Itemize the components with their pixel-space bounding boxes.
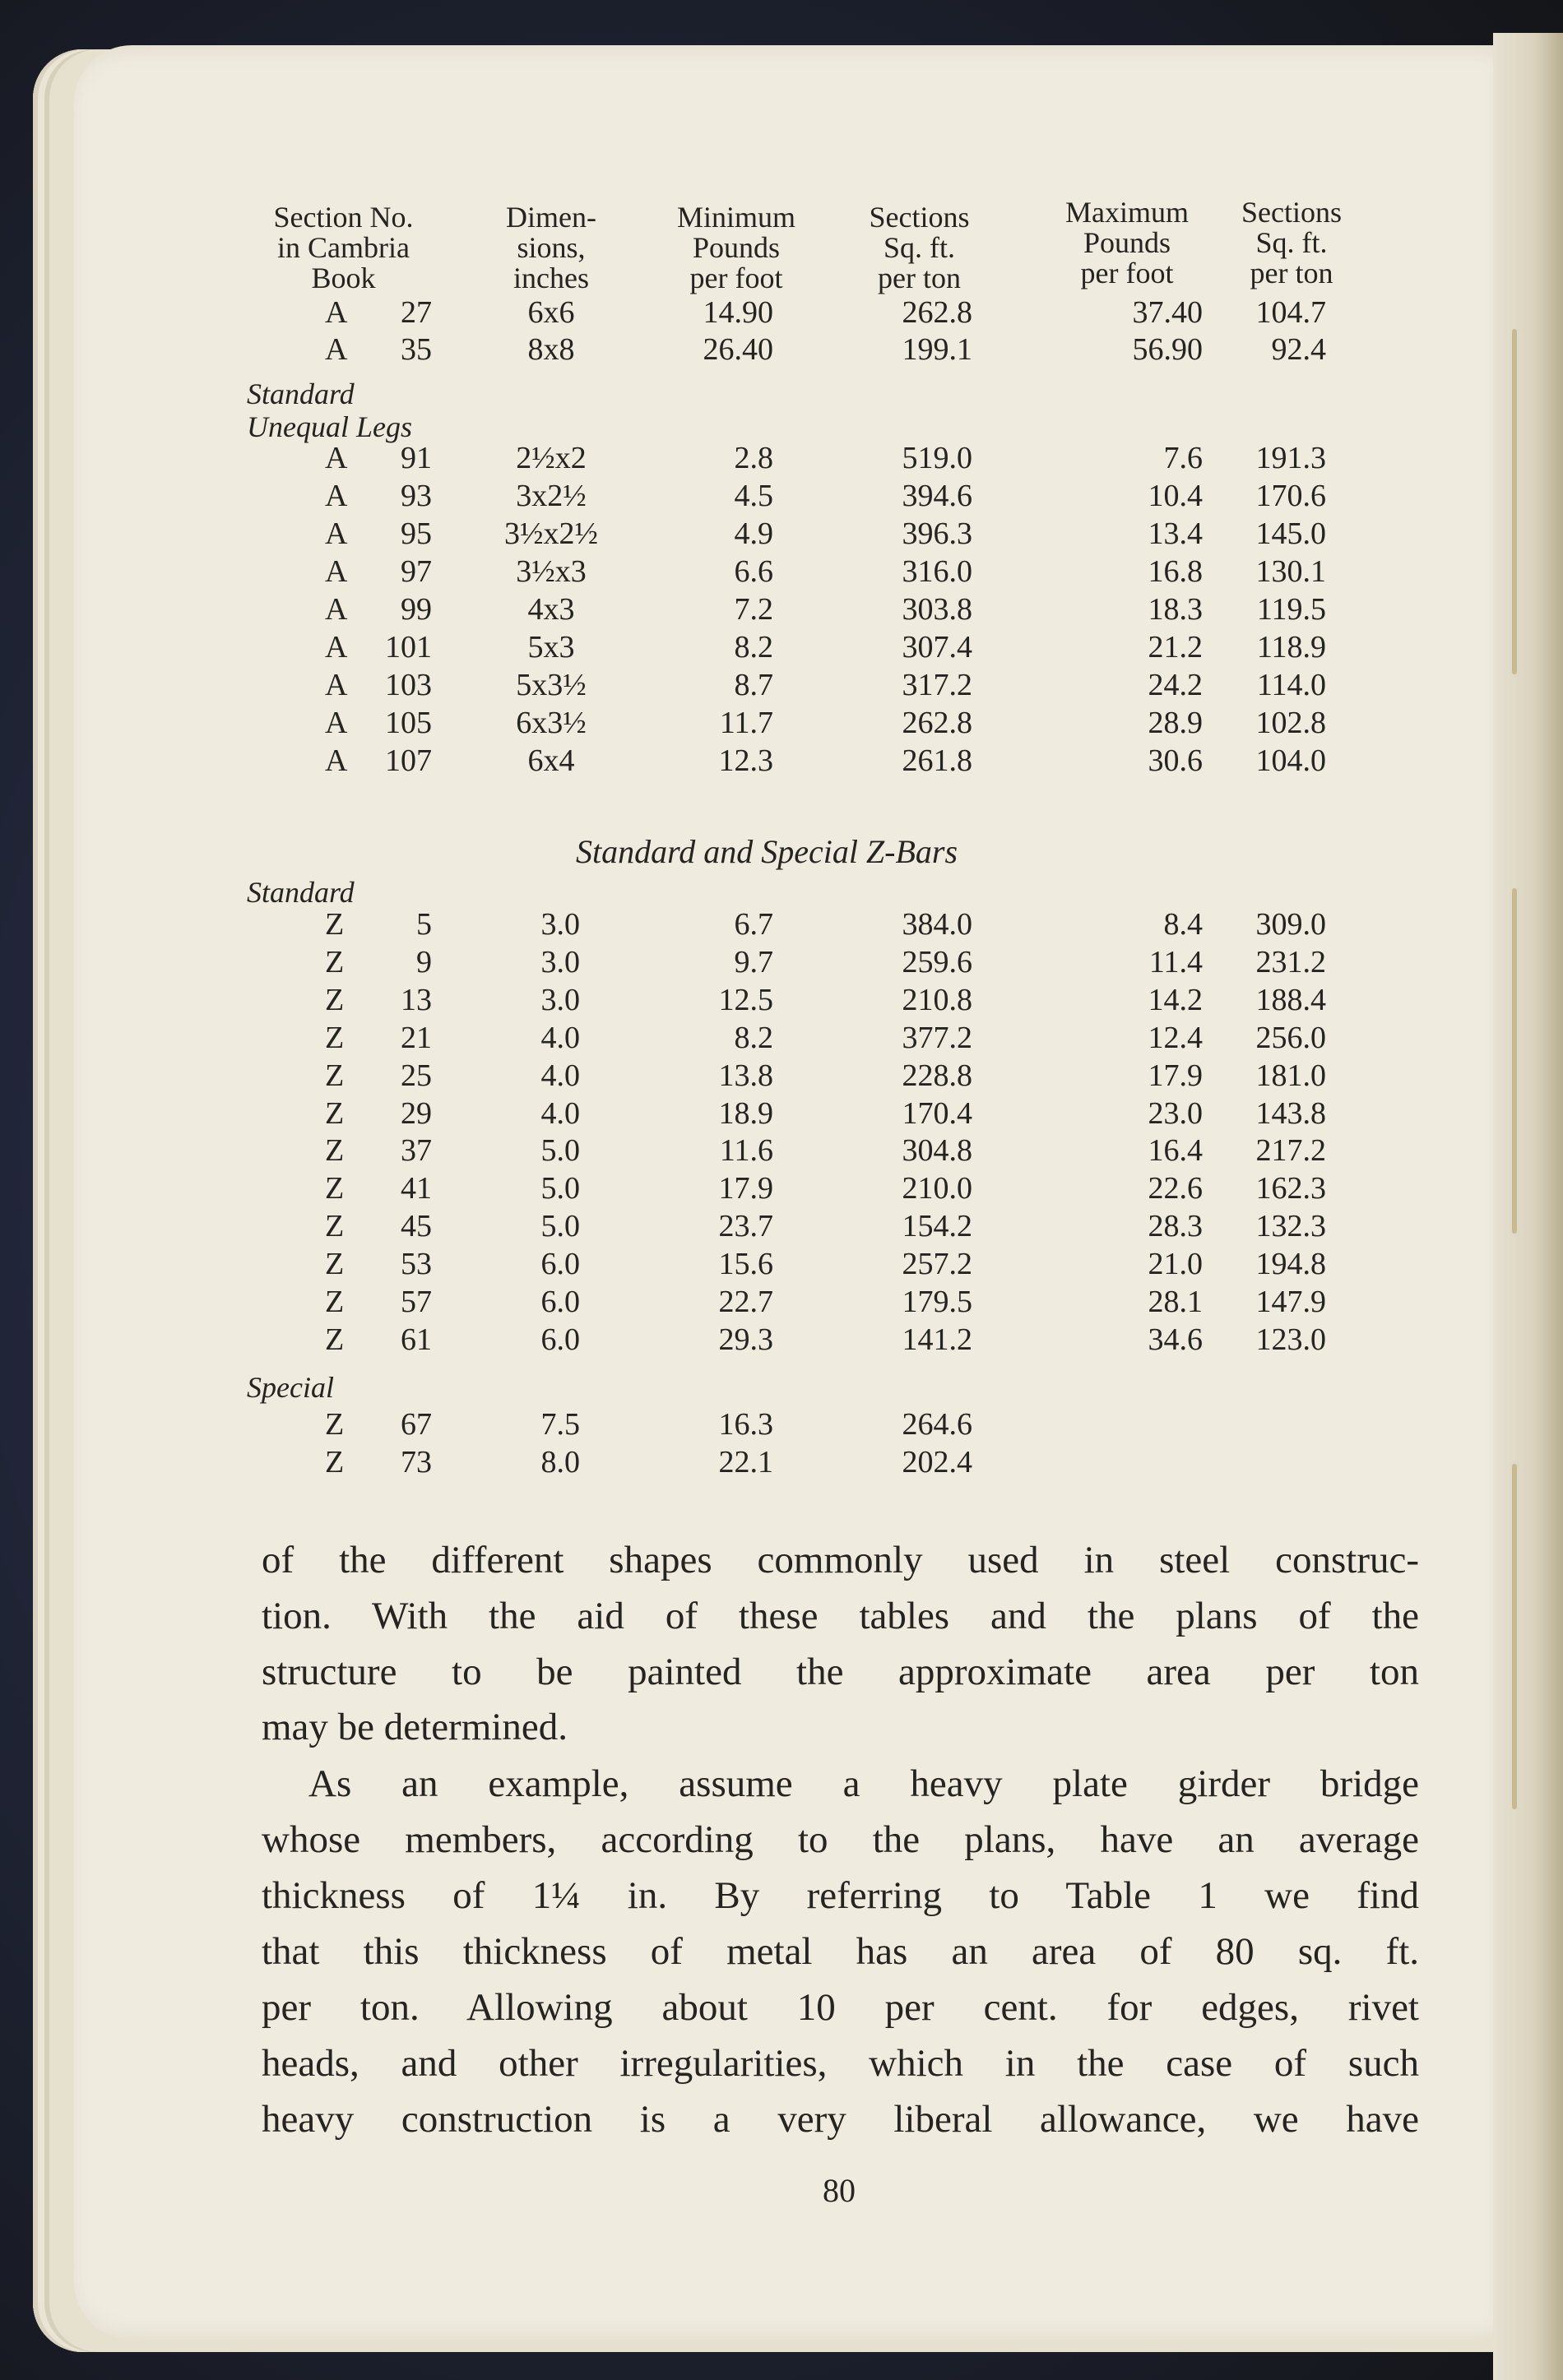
- section-prefix: Z: [325, 1445, 345, 1479]
- min-sections-cell: 394.6: [902, 479, 972, 513]
- max-pounds-cell: 28.9: [1148, 706, 1203, 740]
- dimensions-cell: 6.0: [540, 1285, 580, 1319]
- section-number: 5: [416, 907, 432, 942]
- max-pounds-cell: 21.0: [1148, 1247, 1203, 1282]
- section-prefix: Z: [325, 1171, 345, 1206]
- max-pounds-cell: 8.4: [1163, 907, 1203, 942]
- min-pounds-cell: 12.5: [718, 982, 773, 1017]
- min-sections-cell: 519.0: [902, 441, 972, 475]
- max-sections-cell: 194.8: [1255, 1247, 1326, 1282]
- paragraph-line: structure to be painted the approximate area per ton: [262, 1651, 1419, 1693]
- section-prefix: Z: [325, 1095, 345, 1131]
- min-sections-cell: 264.6: [902, 1407, 972, 1442]
- section-prefix: A: [325, 706, 348, 740]
- min-sections-cell: 179.5: [902, 1285, 972, 1319]
- max-sections-cell: 130.1: [1255, 554, 1326, 589]
- min-pounds-cell: 4.9: [734, 516, 773, 551]
- min-sections-cell: 259.6: [902, 944, 972, 979]
- section-number: 91: [401, 441, 432, 475]
- dimensions-cell: 4.0: [540, 1020, 580, 1055]
- section-prefix: Z: [325, 1209, 345, 1244]
- section-prefix: A: [325, 743, 348, 778]
- section-number: 35: [401, 332, 432, 367]
- max-pounds-cell: 12.4: [1148, 1020, 1203, 1055]
- binding-thread: [1512, 329, 1517, 674]
- min-sections-cell: 262.8: [902, 706, 972, 740]
- section-prefix: Z: [325, 1247, 345, 1282]
- min-pounds-cell: 14.90: [703, 295, 773, 330]
- max-sections-cell: 104.7: [1255, 295, 1326, 330]
- max-pounds-cell: 37.40: [1132, 295, 1203, 330]
- min-sections-cell: 199.1: [902, 332, 972, 367]
- min-pounds-cell: 9.7: [734, 944, 773, 979]
- group-label-standard: Standard: [247, 377, 355, 410]
- section-number: 53: [401, 1247, 432, 1282]
- min-pounds-cell: 22.7: [718, 1285, 773, 1319]
- section-number: 57: [401, 1285, 432, 1319]
- section-prefix: A: [325, 516, 348, 551]
- min-sections-cell: 396.3: [902, 516, 972, 551]
- max-sections-cell: 123.0: [1255, 1322, 1326, 1357]
- section-number: 9: [416, 944, 432, 979]
- max-sections-cell: 188.4: [1255, 982, 1326, 1017]
- section-prefix: A: [325, 441, 348, 475]
- min-sections-cell: 170.4: [902, 1095, 972, 1131]
- min-pounds-cell: 22.1: [718, 1445, 773, 1479]
- paragraph-line: whose members, according to the plans, have an average: [262, 1818, 1419, 1861]
- group-label-unequal-legs: Unequal Legs: [247, 410, 412, 443]
- min-sections-cell: 202.4: [902, 1445, 972, 1479]
- min-pounds-cell: 23.7: [718, 1209, 773, 1244]
- dimensions-cell: 4.0: [540, 1095, 580, 1131]
- min-pounds-cell: 4.5: [734, 479, 773, 513]
- page-number: 80: [823, 2172, 856, 2209]
- paragraph-line: heads, and other irregularities, which in the case of such: [262, 2042, 1419, 2085]
- max-pounds-cell: 7.6: [1163, 441, 1203, 475]
- paragraph-line: heavy construction is a very liberal allowance, we have: [262, 2098, 1419, 2141]
- section-number: 13: [401, 982, 432, 1017]
- dimensions-cell: 6.0: [540, 1322, 580, 1357]
- section-prefix: Z: [325, 1133, 345, 1169]
- group-label-standard-z: Standard: [247, 876, 355, 909]
- paragraph-line: per ton. Allowing about 10 per cent. for edges, rivet: [262, 1986, 1419, 2029]
- dimensions-cell: 3½x3: [516, 554, 587, 589]
- max-sections-cell: 104.0: [1255, 743, 1326, 778]
- max-sections-cell: 114.0: [1256, 668, 1326, 702]
- min-pounds-cell: 6.7: [734, 907, 773, 942]
- dimensions-cell: 4.0: [540, 1058, 580, 1093]
- max-sections-cell: 191.3: [1255, 441, 1326, 475]
- dimensions-cell: 5.0: [540, 1133, 580, 1169]
- section-number: 99: [401, 592, 432, 627]
- section-prefix: A: [325, 554, 348, 589]
- section-prefix: Z: [325, 982, 345, 1017]
- min-pounds-cell: 7.2: [734, 592, 773, 627]
- min-sections-cell: 307.4: [902, 630, 972, 664]
- min-pounds-cell: 29.3: [718, 1322, 773, 1357]
- min-pounds-cell: 8.7: [734, 668, 773, 702]
- section-prefix: A: [325, 630, 348, 664]
- max-pounds-cell: 13.4: [1148, 516, 1203, 551]
- max-pounds-cell: 16.8: [1148, 554, 1203, 589]
- section-prefix: A: [325, 295, 348, 330]
- column-header: Minimum Pounds per foot: [676, 201, 796, 294]
- dimensions-cell: 8.0: [540, 1445, 580, 1479]
- paragraph-line: that this thickness of metal has an area of 80 sq. ft.: [262, 1930, 1419, 1973]
- paragraph-line: may be determined.: [262, 1706, 568, 1748]
- binding-gutter: [1493, 33, 1563, 2380]
- min-sections-cell: 261.8: [902, 743, 972, 778]
- section-prefix: Z: [325, 907, 345, 942]
- max-sections-cell: 217.2: [1255, 1133, 1326, 1169]
- section-number: 103: [385, 668, 432, 702]
- dimensions-cell: 5.0: [540, 1209, 580, 1244]
- min-sections-cell: 316.0: [902, 554, 972, 589]
- max-pounds-cell: 28.1: [1148, 1285, 1203, 1319]
- section-number: 101: [385, 630, 432, 664]
- binding-thread: [1512, 1464, 1517, 1809]
- max-sections-cell: 256.0: [1255, 1020, 1326, 1055]
- max-pounds-cell: 10.4: [1148, 479, 1203, 513]
- max-sections-cell: 92.4: [1271, 332, 1326, 367]
- paragraph-line: tion. With the aid of these tables and the plans of the: [262, 1595, 1419, 1637]
- zbars-title: Standard and Special Z-Bars: [576, 833, 958, 870]
- max-sections-cell: 119.5: [1256, 592, 1326, 627]
- section-prefix: Z: [325, 944, 345, 979]
- column-header: Sections Sq. ft. per ton: [869, 201, 970, 294]
- column-header: Sections Sq. ft. per ton: [1241, 196, 1342, 289]
- section-prefix: A: [325, 479, 348, 513]
- max-pounds-cell: 22.6: [1148, 1171, 1203, 1206]
- min-pounds-cell: 16.3: [718, 1407, 773, 1442]
- section-number: 29: [401, 1095, 432, 1131]
- max-sections-cell: 170.6: [1255, 479, 1326, 513]
- max-pounds-cell: 14.2: [1148, 982, 1203, 1017]
- min-sections-cell: 154.2: [902, 1209, 972, 1244]
- min-pounds-cell: 13.8: [718, 1058, 773, 1093]
- section-number: 95: [401, 516, 432, 551]
- dimensions-cell: 3.0: [540, 944, 580, 979]
- min-sections-cell: 304.8: [902, 1133, 972, 1169]
- dimensions-cell: 2½x2: [516, 441, 587, 475]
- section-prefix: Z: [325, 1407, 345, 1442]
- max-pounds-cell: 34.6: [1148, 1322, 1203, 1357]
- column-header: Maximum Pounds per foot: [1065, 196, 1189, 289]
- max-pounds-cell: 30.6: [1148, 743, 1203, 778]
- max-sections-cell: 181.0: [1255, 1058, 1326, 1093]
- section-number: 73: [401, 1445, 432, 1479]
- section-prefix: A: [325, 592, 348, 627]
- dimensions-cell: 7.5: [540, 1407, 580, 1442]
- section-number: 67: [401, 1407, 432, 1442]
- section-number: 107: [385, 743, 432, 778]
- dimensions-cell: 5x3: [527, 630, 575, 664]
- dimensions-cell: 3x2½: [516, 479, 587, 513]
- min-sections-cell: 257.2: [902, 1247, 972, 1282]
- min-sections-cell: 377.2: [902, 1020, 972, 1055]
- min-pounds-cell: 18.9: [718, 1095, 773, 1131]
- min-sections-cell: 141.2: [902, 1322, 972, 1357]
- section-prefix: Z: [325, 1322, 345, 1357]
- dimensions-cell: 3.0: [540, 982, 580, 1017]
- section-prefix: Z: [325, 1058, 345, 1093]
- binding-thread: [1512, 888, 1517, 1234]
- dimensions-cell: 5.0: [540, 1171, 580, 1206]
- max-pounds-cell: 18.3: [1148, 592, 1203, 627]
- section-number: 25: [401, 1058, 432, 1093]
- column-header: Section No. in Cambria Book: [273, 201, 414, 294]
- min-pounds-cell: 26.40: [703, 332, 773, 367]
- section-number: 93: [401, 479, 432, 513]
- section-number: 27: [401, 295, 432, 330]
- section-number: 97: [401, 554, 432, 589]
- min-pounds-cell: 6.6: [734, 554, 773, 589]
- min-pounds-cell: 8.2: [734, 630, 773, 664]
- max-pounds-cell: 11.4: [1148, 944, 1203, 979]
- section-prefix: A: [325, 668, 348, 702]
- min-pounds-cell: 17.9: [718, 1171, 773, 1206]
- section-number: 21: [401, 1020, 432, 1055]
- section-number: 105: [385, 706, 432, 740]
- max-sections-cell: 147.9: [1255, 1285, 1326, 1319]
- min-pounds-cell: 11.7: [719, 706, 773, 740]
- min-pounds-cell: 15.6: [718, 1247, 773, 1282]
- max-pounds-cell: 24.2: [1148, 668, 1203, 702]
- section-number: 45: [401, 1209, 432, 1244]
- max-sections-cell: 309.0: [1255, 907, 1326, 942]
- dimensions-cell: 6x3½: [516, 706, 587, 740]
- max-sections-cell: 132.3: [1255, 1209, 1326, 1244]
- max-pounds-cell: 21.2: [1148, 630, 1203, 664]
- min-sections-cell: 210.0: [902, 1171, 972, 1206]
- min-pounds-cell: 11.6: [719, 1133, 773, 1169]
- paragraph-line: thickness of 1¼ in. By referring to Table 1 we find: [262, 1874, 1419, 1917]
- min-pounds-cell: 12.3: [718, 743, 773, 778]
- max-sections-cell: 102.8: [1255, 706, 1326, 740]
- section-number: 61: [401, 1322, 432, 1357]
- dimensions-cell: 8x8: [527, 332, 575, 367]
- min-sections-cell: 228.8: [902, 1058, 972, 1093]
- min-pounds-cell: 2.8: [734, 441, 773, 475]
- min-sections-cell: 303.8: [902, 592, 972, 627]
- max-pounds-cell: 16.4: [1148, 1133, 1203, 1169]
- min-sections-cell: 317.2: [902, 668, 972, 702]
- dimensions-cell: 6x6: [527, 295, 575, 330]
- section-prefix: Z: [325, 1285, 345, 1319]
- max-sections-cell: 231.2: [1255, 944, 1326, 979]
- max-sections-cell: 143.8: [1255, 1095, 1326, 1131]
- section-number: 37: [401, 1133, 432, 1169]
- section-prefix: Z: [325, 1020, 345, 1055]
- max-sections-cell: 118.9: [1256, 630, 1326, 664]
- max-pounds-cell: 17.9: [1148, 1058, 1203, 1093]
- min-pounds-cell: 8.2: [734, 1020, 773, 1055]
- min-sections-cell: 384.0: [902, 907, 972, 942]
- dimensions-cell: 3½x2½: [504, 516, 598, 551]
- section-number: 41: [401, 1171, 432, 1206]
- dimensions-cell: 6x4: [527, 743, 575, 778]
- dimensions-cell: 6.0: [540, 1247, 580, 1282]
- dimensions-cell: 4x3: [527, 592, 575, 627]
- column-header: Dimen- sions, inches: [506, 201, 596, 294]
- group-label-special: Special: [247, 1371, 334, 1404]
- paragraph-line: As an example, assume a heavy plate girder bridge: [308, 1762, 1419, 1805]
- min-sections-cell: 210.8: [902, 982, 972, 1017]
- dimensions-cell: 3.0: [540, 907, 580, 942]
- paragraph-line: of the different shapes commonly used in steel construc-: [262, 1539, 1419, 1581]
- max-pounds-cell: 23.0: [1148, 1095, 1203, 1131]
- min-sections-cell: 262.8: [902, 295, 972, 330]
- max-sections-cell: 162.3: [1255, 1171, 1326, 1206]
- max-pounds-cell: 28.3: [1148, 1209, 1203, 1244]
- dimensions-cell: 5x3½: [516, 668, 587, 702]
- max-sections-cell: 145.0: [1255, 516, 1326, 551]
- section-prefix: A: [325, 332, 348, 367]
- max-pounds-cell: 56.90: [1132, 332, 1203, 367]
